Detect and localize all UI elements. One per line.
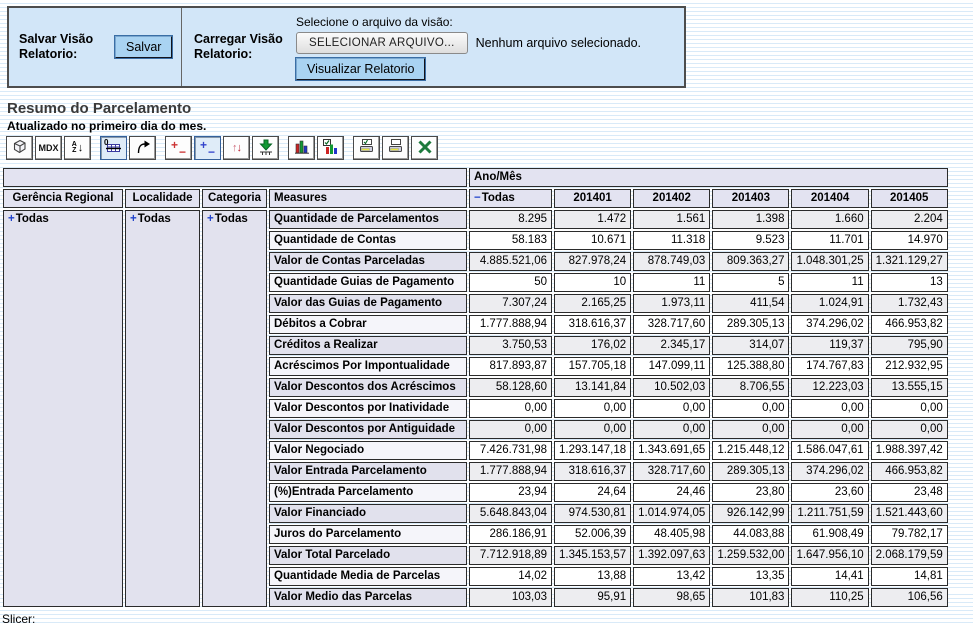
data-cell: 0,00 <box>633 399 710 418</box>
data-cell: 411,54 <box>712 294 789 313</box>
file-status-text: Nenhum arquivo selecionado. <box>475 35 642 50</box>
data-cell: 23,80 <box>712 483 789 502</box>
file-controls <box>296 11 641 84</box>
data-cell: 11 <box>791 273 868 292</box>
sort-arrow-icon: ↓ <box>77 142 84 154</box>
measure-label: Quantidade Guias de Pagamento <box>269 273 467 292</box>
data-cell: 328.717,60 <box>633 462 710 481</box>
cube-navigator-icon <box>11 138 28 158</box>
data-cell: 61.908,49 <box>791 525 868 544</box>
data-cell: 5.648.843,04 <box>469 504 552 523</box>
measure-label: Débitos a Cobrar <box>269 315 467 334</box>
column-total-header: −Todas <box>469 189 552 208</box>
data-cell: 52.006,39 <box>554 525 631 544</box>
data-cell: 1.345.153,57 <box>554 546 631 565</box>
data-cell: 1.732,43 <box>871 294 948 313</box>
data-cell: 14,02 <box>469 567 552 586</box>
data-cell: 5 <box>712 273 789 292</box>
data-cell: 11.701 <box>791 231 868 250</box>
select-file-button[interactable]: SELECIONAR ARQUIVO... <box>296 32 468 54</box>
print-config-button[interactable] <box>353 136 380 160</box>
measure-label: Valor Financiado <box>269 504 467 523</box>
data-cell: 2.165,25 <box>554 294 631 313</box>
data-cell: 8.295 <box>469 210 552 229</box>
measure-label: Valor das Guias de Pagamento <box>269 294 467 313</box>
excel-export-icon <box>417 140 433 157</box>
data-cell: 14.970 <box>871 231 948 250</box>
save-view-label: Salvar Visão Relatorio: <box>19 32 94 61</box>
data-cell: 10.502,03 <box>633 378 710 397</box>
data-cell: 147.099,11 <box>633 357 710 376</box>
data-cell: 101,83 <box>712 588 789 607</box>
data-cell: 9.523 <box>712 231 789 250</box>
measure-label: Valor Descontos por Inatividade <box>269 399 467 418</box>
row-total-cell-2: +Todas <box>202 210 267 607</box>
measure-label: Quantidade de Parcelamentos <box>269 210 467 229</box>
data-cell: 176,02 <box>554 336 631 355</box>
data-cell: 11 <box>633 273 710 292</box>
data-cell: 1.259.532,00 <box>712 546 789 565</box>
data-cell: 1.215.448,12 <box>712 441 789 460</box>
data-cell: 13,35 <box>712 567 789 586</box>
print-pdf-icon <box>387 139 404 157</box>
measure-label: Juros do Parcelamento <box>269 525 467 544</box>
data-cell: 2.068.179,59 <box>871 546 948 565</box>
drill-member-icon: + − <box>170 137 187 159</box>
measure-label: Valor Entrada Parcelamento <box>269 462 467 481</box>
data-cell: 1.660 <box>791 210 868 229</box>
data-cell: 795,90 <box>871 336 948 355</box>
data-cell: 466.953,82 <box>871 315 948 334</box>
axis-header: Ano/Mês <box>469 168 948 187</box>
row-axis-header-2: Categoria <box>202 189 267 208</box>
data-cell: 212.932,95 <box>871 357 948 376</box>
data-cell: 24,64 <box>554 483 631 502</box>
data-cell: 1.777.888,94 <box>469 315 552 334</box>
mdx-button[interactable] <box>35 136 62 160</box>
data-cell: 13,88 <box>554 567 631 586</box>
drill-member-button[interactable] <box>165 136 192 160</box>
data-cell: 328.717,60 <box>633 315 710 334</box>
view-report-button[interactable]: Visualizar Relatorio <box>296 58 425 80</box>
data-cell: 3.750,53 <box>469 336 552 355</box>
data-cell: 289.305,13 <box>712 462 789 481</box>
measure-label: Valor de Contas Parceladas <box>269 252 467 271</box>
file-input-row <box>296 32 641 54</box>
data-cell: 1.398 <box>712 210 789 229</box>
data-cell: 10 <box>554 273 631 292</box>
page-title: Resumo do Parcelamento <box>7 100 192 117</box>
measure-label: Créditos a Realizar <box>269 336 467 355</box>
data-cell: 1.293.147,18 <box>554 441 631 460</box>
file-select-hint: Selecione o arquivo da visão: <box>296 14 453 29</box>
data-cell: 318.616,37 <box>554 462 631 481</box>
drill-through-icon <box>258 139 274 158</box>
data-cell: 1.343.691,65 <box>633 441 710 460</box>
data-cell: 125.388,80 <box>712 357 789 376</box>
data-cell: 103,03 <box>469 588 552 607</box>
toolbar <box>6 136 973 162</box>
pivot-table <box>1 166 950 609</box>
data-cell: 13 <box>871 273 948 292</box>
expand-icon[interactable]: + <box>130 213 137 225</box>
data-cell: 11.318 <box>633 231 710 250</box>
data-cell: 374.296,02 <box>791 315 868 334</box>
data-cell: 466.953,82 <box>871 462 948 481</box>
data-cell: 817.893,87 <box>469 357 552 376</box>
data-cell: 2.345,17 <box>633 336 710 355</box>
column-header-row <box>3 189 948 208</box>
chart-icon <box>294 139 310 157</box>
data-cell: 119,37 <box>791 336 868 355</box>
measure-label: Acréscimos Por Impontualidade <box>269 357 467 376</box>
data-cell: 23,94 <box>469 483 552 502</box>
measure-label: Valor Descontos por Antiguidade <box>269 420 467 439</box>
data-cell: 13,42 <box>633 567 710 586</box>
collapse-icon[interactable]: − <box>474 192 481 204</box>
measure-label: Valor Medio das Parcelas <box>269 588 467 607</box>
data-cell: 314,07 <box>712 336 789 355</box>
slicer-label: Slicer: <box>2 612 36 626</box>
data-cell: 95,91 <box>554 588 631 607</box>
print-config-icon <box>358 139 375 157</box>
data-cell: 10.671 <box>554 231 631 250</box>
drill-replace-icon: ↑↓ <box>232 142 241 154</box>
sort-button[interactable] <box>64 136 91 160</box>
chart-config-icon <box>323 139 339 157</box>
data-cell: 974.530,81 <box>554 504 631 523</box>
data-cell: 0,00 <box>871 420 948 439</box>
zero-label: 0 <box>104 138 109 147</box>
save-button[interactable]: Salvar <box>115 36 172 58</box>
data-cell: 50 <box>469 273 552 292</box>
data-cell: 44.083,88 <box>712 525 789 544</box>
measure-label: Valor Descontos dos Acréscimos <box>269 378 467 397</box>
row-total-cell-0: +Todas <box>3 210 123 607</box>
data-cell: 0,00 <box>554 420 631 439</box>
data-cell: 1.647.956,10 <box>791 546 868 565</box>
data-cell: 1.014.974,05 <box>633 504 710 523</box>
column-header-201403: 201403 <box>712 189 789 208</box>
data-cell: 0,00 <box>633 420 710 439</box>
data-cell: 0,00 <box>791 399 868 418</box>
data-cell: 0,00 <box>554 399 631 418</box>
data-cell: 157.705,18 <box>554 357 631 376</box>
measure-label: Quantidade de Contas <box>269 231 467 250</box>
data-cell: 98,65 <box>633 588 710 607</box>
data-cell: 1.521.443,60 <box>871 504 948 523</box>
data-cell: 1.321.129,27 <box>871 252 948 271</box>
data-cell: 0,00 <box>871 399 948 418</box>
data-cell: 4.885.521,06 <box>469 252 552 271</box>
data-cell: 14,81 <box>871 567 948 586</box>
data-cell: 174.767,83 <box>791 357 868 376</box>
data-cell: 827.978,24 <box>554 252 631 271</box>
data-cell: 0,00 <box>469 399 552 418</box>
load-view-section <box>182 8 684 86</box>
data-cell: 1.988.397,42 <box>871 441 948 460</box>
data-cell: 318.616,37 <box>554 315 631 334</box>
drill-position-button[interactable] <box>194 136 221 160</box>
data-cell: 286.186,91 <box>469 525 552 544</box>
data-cell: 12.223,03 <box>791 378 868 397</box>
data-cell: 0,00 <box>712 420 789 439</box>
data-cell: 374.296,02 <box>791 462 868 481</box>
swap-axes-button[interactable] <box>129 136 156 160</box>
data-cell: 1.024,91 <box>791 294 868 313</box>
axis-header-row <box>3 168 948 187</box>
data-cell: 0,00 <box>469 420 552 439</box>
data-cell: 0,00 <box>712 399 789 418</box>
report-view-panel <box>7 6 686 88</box>
data-cell: 110,25 <box>791 588 868 607</box>
data-cell: 24,46 <box>633 483 710 502</box>
page <box>0 6 973 626</box>
data-cell: 13.555,15 <box>871 378 948 397</box>
row-axis-header-0: Gerência Regional <box>3 189 123 208</box>
column-header-201404: 201404 <box>791 189 868 208</box>
show-empty-cells-button[interactable] <box>100 136 127 160</box>
measure-label: (%)Entrada Parcelamento <box>269 483 467 502</box>
data-cell: 7.712.918,89 <box>469 546 552 565</box>
data-cell: 23,60 <box>791 483 868 502</box>
table-row <box>3 210 948 229</box>
data-cell: 1.973,11 <box>633 294 710 313</box>
print-pdf-button[interactable] <box>382 136 409 160</box>
row-total-cell-1: +Todas <box>125 210 200 607</box>
measure-label: Valor Negociado <box>269 441 467 460</box>
data-cell: 0,00 <box>791 420 868 439</box>
data-cell: 1.048.301,25 <box>791 252 868 271</box>
data-cell: 79.782,17 <box>871 525 948 544</box>
page-subtitle: Atualizado no primeiro dia do mes. <box>7 119 207 133</box>
row-axis-header-3: Measures <box>269 189 467 208</box>
column-header-201405: 201405 <box>871 189 948 208</box>
corner-cell <box>3 168 467 187</box>
data-cell: 1.392.097,63 <box>633 546 710 565</box>
data-cell: 48.405,98 <box>633 525 710 544</box>
chart-button[interactable] <box>288 136 315 160</box>
data-cell: 23,48 <box>871 483 948 502</box>
data-cell: 8.706,55 <box>712 378 789 397</box>
load-view-label: Carregar Visão Relatorio: <box>194 32 283 61</box>
data-cell: 7.307,24 <box>469 294 552 313</box>
measure-label: Valor Total Parcelado <box>269 546 467 565</box>
row-axis-header-1: Localidade <box>125 189 200 208</box>
save-view-section <box>9 8 181 86</box>
data-cell: 809.363,27 <box>712 252 789 271</box>
data-cell: 878.749,03 <box>633 252 710 271</box>
data-cell: 58.183 <box>469 231 552 250</box>
measure-label: Quantidade Media de Parcelas <box>269 567 467 586</box>
data-cell: 1.586.047,61 <box>791 441 868 460</box>
column-header-201402: 201402 <box>633 189 710 208</box>
excel-export-button[interactable] <box>411 136 438 160</box>
data-cell: 1.777.888,94 <box>469 462 552 481</box>
data-cell: 106,56 <box>871 588 948 607</box>
data-cell: 2.204 <box>871 210 948 229</box>
expand-icon[interactable]: + <box>8 213 15 225</box>
data-cell: 1.472 <box>554 210 631 229</box>
swap-axes-icon <box>135 139 151 157</box>
expand-icon[interactable]: + <box>207 213 214 225</box>
column-header-201401: 201401 <box>554 189 631 208</box>
data-cell: 58.128,60 <box>469 378 552 397</box>
sort-icon: A Z <box>71 141 77 154</box>
data-cell: 1.211.751,59 <box>791 504 868 523</box>
mdx-icon: MDX <box>38 143 59 153</box>
data-cell: 7.426.731,98 <box>469 441 552 460</box>
cube-navigator-button[interactable] <box>6 136 33 160</box>
data-cell: 1.561 <box>633 210 710 229</box>
data-cell: 926.142,99 <box>712 504 789 523</box>
data-cell: 14,41 <box>791 567 868 586</box>
drill-position-icon: + − <box>199 137 216 159</box>
drill-replace-button[interactable] <box>223 136 250 160</box>
data-cell: 13.141,84 <box>554 378 631 397</box>
chart-config-button[interactable] <box>317 136 344 160</box>
drill-through-button[interactable] <box>252 136 279 160</box>
data-cell: 289.305,13 <box>712 315 789 334</box>
